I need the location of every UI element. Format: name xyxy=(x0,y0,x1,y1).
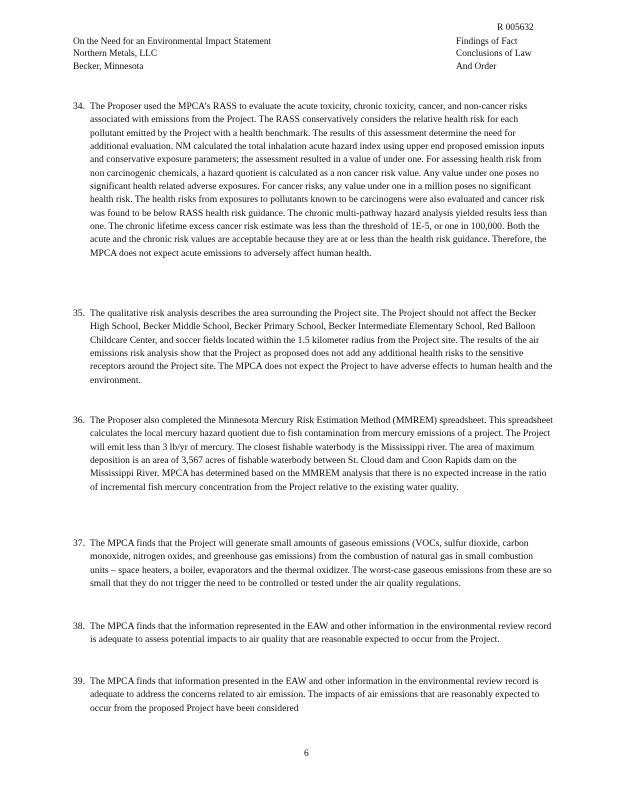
paragraph-number: 35. xyxy=(73,308,85,319)
header-left xyxy=(73,36,271,73)
paragraph-number: 34. xyxy=(73,101,85,112)
header-location: Becker, Minnesota xyxy=(73,61,144,72)
paragraph-number: 38. xyxy=(73,621,85,632)
header-right xyxy=(456,36,532,73)
paragraph-number: 39. xyxy=(73,676,85,687)
paragraph-number: 37. xyxy=(73,538,85,549)
paragraph-text: The Proposer used the MPCA’s RASS to evaluate the acute toxicity, chronic toxicity, cancer, and non-cancer risks associated with emissions from the Project. The RASS conservatively considers the relative health risk for each pollutant emitted by the Project with a health benchmark. The results of this assessment determine the need for additional evaluation. NM calculated the total inhalation acute hazard index using upper end proposed emission inputs and conservative exposure parameters; the assessment resulted in a value of under one. For assessing health risk from non carcinogenic chemicals, a hazard quotient is calculated as a non cancer risk value. Any value under one poses no significant health related adverse exposures. For cancer risks, any value under one in a million poses no significant health risk. The health risks from exposures to pollutants known to be carcinogens were also evaluated and cancer risk was found to be below RASS health risk guidance. The chronic multi-pathway hazard analysis yielded results less than one. The chronic lifetime excess cancer risk estimate was less than the threshold of 1E-5, or one in 100,000. Both the acute and the chronic risk values are acceptable because they are at or less than the health risk guidance. Therefore, the MPCA does not expect acute emissions to adversely affect human health. xyxy=(90,101,548,259)
paragraph-text: The MPCA finds that the Project will generate small amounts of gaseous emissions (VOCs, sulfur dioxide, carbon monoxide, nitrogen oxides, and greenhouse gas emissions) from the combustion of natural gas in small combustion units – space heaters, a boiler, evaporators and the thermal oxidizer. The worst-case gaseous emissions from these are so small that they do not trigger the need to be controlled or tested under the air quality regulations. xyxy=(90,538,552,590)
paragraph-text: The MPCA finds that information presented in the EAW and other information in the environmental review record is adequate to address the concerns related to air emission. The impacts of air emissions that are reasonably expected to occur from the proposed Project have been considered xyxy=(90,676,540,714)
header-findings: Findings of Fact xyxy=(456,37,518,47)
paragraph-36 xyxy=(73,414,553,494)
document-id: R 005632 xyxy=(497,23,534,33)
paragraph-39 xyxy=(73,675,553,715)
header-company: Northern Metals, LLC xyxy=(73,49,158,60)
paragraph-34 xyxy=(73,100,553,260)
paragraph-37 xyxy=(73,537,553,590)
paragraph-text: The Proposer also completed the Minnesota Mercury Risk Estimation Method (MMREM) spreadsheet. This spreadsheet calculates the local mercury hazard quotient due to fish contamination from mercury emissions of a project. The Project will emit less than 3 lb/yr of mercury. The closest fishable waterbody is the Mississippi river. The area of maximum deposition is an area of 3,567 acres of fishable waterbody between St. Cloud dam and Coon Rapids dam on the Mississippi River. MPCA has determined based on the MMREM analysis that there is no expected increase in the ratio of incremental fish mercury concentration from the Project relative to the existing water quality. xyxy=(90,415,553,493)
header-conclusions: Conclusions of Law xyxy=(456,49,532,60)
paragraph-35 xyxy=(73,307,553,387)
paragraph-text: The qualitative risk analysis describes the area surrounding the Project site. The Project should not affect the Becker High School, Becker Middle School, Becker Primary School, Becker Intermediate Elementary School, Red Balloon Childcare Center, and soccer fields located within the 1.5 kilometer radius from the Project site. The results of the air emissions risk analysis show that the Project as proposed does not add any additional health risks to the sensitive receptors around the Project site. The MPCA does not expect the Project to have adverse effects to human health and the environment. xyxy=(90,308,553,386)
header-order: And Order xyxy=(456,61,497,72)
paragraph-number: 36. xyxy=(73,415,85,426)
paragraph-text: The MPCA finds that the information represented in the EAW and other information in the environmental review record is adequate to assess potential impacts to air quality that are reasonable expected to occur from the Project. xyxy=(90,621,552,646)
header-title: On the Need for an Environmental Impact Statement xyxy=(73,37,272,47)
page-number: 6 xyxy=(304,749,309,759)
paragraph-38 xyxy=(73,620,553,647)
